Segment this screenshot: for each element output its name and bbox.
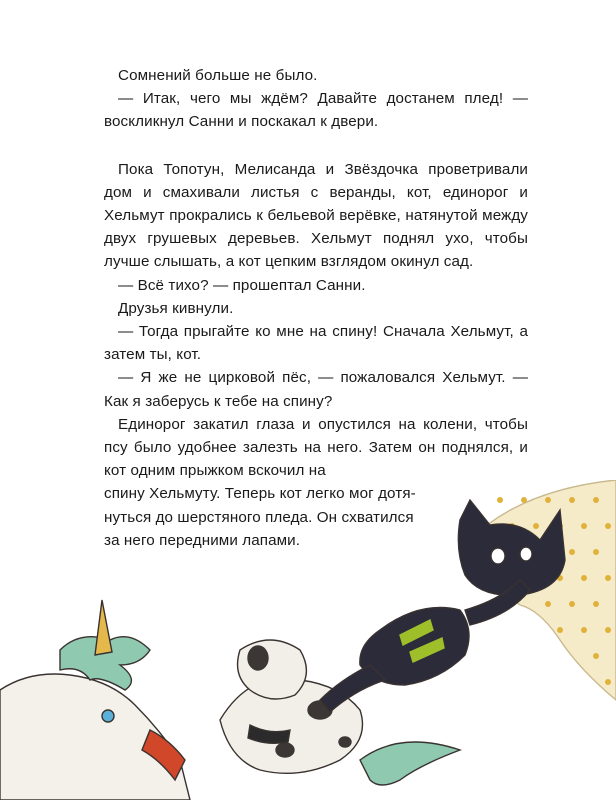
- blanket-dot: [605, 627, 611, 633]
- paragraph: — Я же не цирковой пёс, — пожаловался Хельмут. — Как я заберусь к тебе на спину?: [104, 369, 528, 410]
- paragraph: — Тогда прыгайте ко мне на спину! Сначала Хельмут, а затем ты, кот.: [104, 323, 528, 364]
- paragraph-line: спину Хельмуту. Теперь кот легко мог дотя-: [104, 485, 416, 503]
- blanket-dot: [605, 575, 611, 581]
- paragraph-gap: [104, 134, 528, 158]
- blanket-dot: [557, 627, 563, 633]
- dog-icon: [220, 640, 363, 773]
- blanket-dot: [593, 601, 599, 607]
- paragraph: Пока Топотун, Мелисанда и Звёздочка проветривали дом и смахивали листья с веранды, кот, единорог и Хельмут прокрались к бельевой верёвке, натянутой между двух грушевых деревьев. Хельмут поднял ухо, чтобы лучше слышать, а кот цепким взглядом окинул сад.: [104, 160, 528, 271]
- blanket-dot: [581, 627, 587, 633]
- blanket-dot: [521, 497, 527, 503]
- paragraph: Единорог закатил глаза и опустился на колени, чтобы псу было удобнее залезть на него. Затем он поднялся, и кот одним прыжком вскочил на: [104, 415, 528, 480]
- illustration: [0, 480, 616, 800]
- paragraph: — Итак, чего мы ждём? Давайте достанем плед! — воскликнул Санни и поскакал к двери.: [104, 90, 528, 131]
- blanket-dot: [593, 497, 599, 503]
- blanket-dot: [569, 549, 575, 555]
- blanket-dot: [605, 523, 611, 529]
- paragraph-line: за него передними лапами.: [104, 531, 301, 549]
- paragraph-line: нуться до шерстяного пледа. Он схватился: [104, 508, 414, 526]
- blanket-dot: [497, 497, 503, 503]
- blanket-dot: [581, 575, 587, 581]
- paragraph: — Всё тихо? — прошептал Санни.: [118, 276, 366, 294]
- blanket-dot: [545, 601, 551, 607]
- blanket-dot: [593, 549, 599, 555]
- blanket-dot: [593, 653, 599, 659]
- paragraph: Друзья кивнули.: [118, 299, 234, 317]
- blanket-dot: [581, 523, 587, 529]
- blanket-dot: [605, 679, 611, 685]
- blanket-dot: [569, 497, 575, 503]
- blanket-dot: [545, 497, 551, 503]
- story-text: [104, 64, 528, 552]
- paragraph: Сомнений больше не было.: [118, 67, 318, 84]
- blanket-dot: [569, 601, 575, 607]
- blanket-dot: [533, 523, 539, 529]
